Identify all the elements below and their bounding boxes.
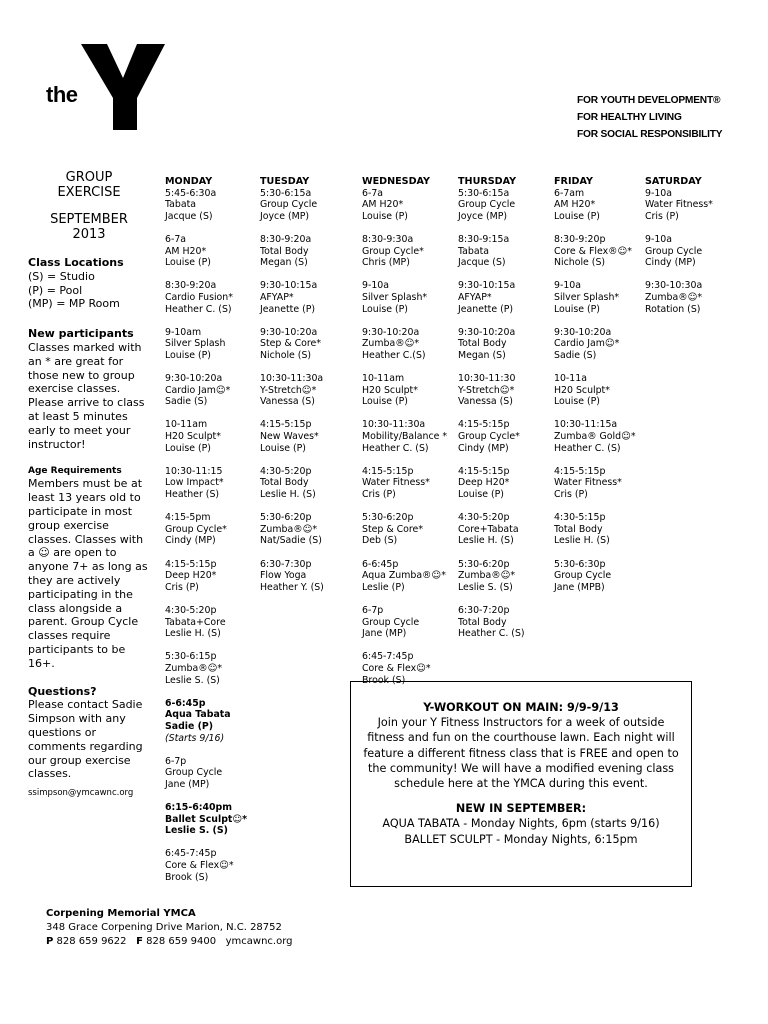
year-line: 2013 (72, 227, 106, 242)
class-instructor: Cris (P) (362, 489, 396, 501)
class-locations (28, 256, 150, 311)
tagline-line: FOR SOCIAL RESPONSIBILITY (577, 129, 723, 140)
class-instructor: Cindy (MP) (458, 442, 509, 454)
event-title: Y-WORKOUT ON MAIN: 9/9-9/13 (423, 701, 619, 714)
class-time: 4:15-5:15p (458, 419, 510, 431)
class-instructor: Cris (P) (554, 489, 588, 501)
class-name: Core & Flex☺* (165, 860, 234, 872)
class-instructor: Jane (MP) (165, 778, 210, 790)
class-name: Cardio Fusion* (165, 291, 233, 303)
class-name: Zumba®☺* (260, 523, 318, 535)
class-entry (458, 512, 525, 547)
class-name: Silver Splash (165, 338, 226, 350)
class-name: Group Cycle (362, 616, 420, 628)
class-name: Deep H20* (165, 570, 217, 582)
sidebar (28, 170, 150, 801)
class-name: H20 Sculpt* (362, 384, 418, 396)
class-time: 10:30-11:15a (554, 419, 618, 431)
class-name: Tabata (458, 245, 490, 257)
class-name: Water Fitness* (362, 477, 430, 489)
class-time: 9-10a (645, 187, 673, 199)
class-instructor: Jacque (S) (458, 257, 506, 269)
class-name: Zumba® Gold☺* (554, 431, 636, 443)
class-name: Silver Splash* (362, 291, 428, 303)
class-instructor: Louise (P) (554, 210, 600, 222)
class-entry (165, 698, 247, 744)
class-instructor: Leslie H. (S) (165, 628, 221, 640)
class-instructor: Sadie (S) (165, 396, 208, 408)
class-entry (260, 559, 324, 594)
class-instructor: Cindy (MP) (645, 257, 696, 269)
class-time: 10:30-11:30 (458, 373, 516, 385)
class-instructor: Vanessa (S) (458, 396, 513, 408)
class-time: 9:30-10:20a (554, 326, 612, 338)
class-time: 6-7p (362, 604, 384, 616)
class-instructor: Rotation (S) (645, 303, 701, 315)
class-entry (165, 651, 247, 686)
class-entry (554, 327, 636, 362)
class-time: 4:15-5:15p (362, 465, 414, 477)
class-entry (362, 605, 447, 640)
class-entry (362, 280, 447, 315)
class-time: 6-6:45p (362, 558, 399, 570)
class-entry (260, 234, 324, 269)
class-name: AFYAP* (260, 291, 294, 303)
event-line: Join your Y Fitness Instructors for a week of outside (377, 716, 665, 730)
class-entry (554, 234, 636, 269)
class-instructor: Cris (P) (645, 210, 679, 222)
day-heading: WEDNESDAY (362, 176, 431, 187)
class-name: AM H20* (554, 199, 596, 211)
class-name: Group Cycle (458, 199, 516, 211)
class-entry (458, 605, 525, 640)
class-time: 8:30-9:30a (362, 233, 414, 245)
class-entry (165, 188, 247, 223)
class-name: Tabata (165, 199, 197, 211)
class-note: (Starts 9/16) (165, 732, 225, 744)
class-time: 9-10a (554, 280, 582, 292)
class-time: 6-7a (362, 187, 384, 199)
class-instructor: Sadie (P) (165, 720, 214, 732)
location-item: (S) = Studio (28, 269, 95, 283)
class-entry (362, 373, 447, 408)
class-time: 6:30-7:30p (260, 558, 312, 570)
class-time: 4:30-5:20p (458, 512, 510, 524)
class-time: 4:15-5:15p (165, 558, 217, 570)
class-time: 4:15-5pm (165, 512, 211, 524)
class-name: Aqua Zumba®☺* (362, 570, 446, 582)
location-item: (P) = Pool (28, 283, 83, 297)
event-announcement (350, 681, 692, 887)
class-entry (362, 234, 447, 269)
class-instructor: Heather Y. (S) (260, 581, 324, 593)
class-name: Zumba®☺* (645, 291, 703, 303)
class-entry (458, 234, 525, 269)
class-instructor: Louise (P) (458, 489, 504, 501)
class-time: 6:15-6:40pm (165, 802, 233, 814)
class-instructor: Louise (P) (554, 303, 600, 315)
day-column-saturday (645, 176, 713, 327)
class-entry (645, 280, 713, 315)
class-instructor: Megan (S) (458, 349, 506, 361)
footer (46, 907, 293, 949)
class-entry (554, 188, 636, 223)
class-entry (458, 373, 525, 408)
class-name: Zumba®☺* (362, 338, 420, 350)
class-time: 8:30-9:15a (458, 233, 510, 245)
class-entry (362, 188, 447, 223)
class-time: 9:30-10:15a (260, 280, 318, 292)
day-column-friday (554, 176, 636, 605)
class-name: Group Cycle (554, 570, 612, 582)
new-class-line: AQUA TABATA - Monday Nights, 6pm (starts 9/16) (382, 817, 660, 831)
class-name: Low Impact* (165, 477, 224, 489)
class-instructor: Cindy (MP) (165, 535, 216, 547)
class-name: Group Cycle (645, 245, 703, 257)
day-column-monday (165, 176, 247, 895)
class-instructor: Heather C. (S) (165, 303, 232, 315)
class-entry (260, 327, 324, 362)
class-name: Water Fitness* (554, 477, 622, 489)
class-time: 9-10a (362, 280, 390, 292)
class-instructor: Heather C. (S) (362, 442, 429, 454)
class-name: New Waves* (260, 431, 319, 443)
class-time: 10-11a (554, 373, 587, 385)
class-entry (554, 559, 636, 594)
class-list (165, 188, 247, 884)
class-entry (260, 512, 324, 547)
class-instructor: Chris (MP) (362, 257, 410, 269)
class-entry (554, 419, 636, 454)
class-entry (458, 466, 525, 501)
class-name: H20 Sculpt* (165, 431, 221, 443)
class-instructor: Leslie H. (S) (260, 489, 316, 501)
class-name: Silver Splash* (554, 291, 620, 303)
event-line: fitness and fun on the courthouse lawn. Each night will (367, 731, 675, 745)
class-instructor: Joyce (MP) (260, 210, 310, 222)
class-time: 4:15-5:15p (554, 465, 606, 477)
class-entry (554, 512, 636, 547)
ymca-name: Corpening Memorial YMCA (46, 908, 196, 919)
class-time: 9:30-10:20a (362, 326, 420, 338)
class-entry (554, 373, 636, 408)
new-participants (28, 327, 150, 451)
class-name: Group Cycle (165, 767, 223, 779)
age-requirements (28, 465, 150, 670)
class-time: 10:30-11:30a (260, 373, 324, 385)
class-name: Core & Flex®☺* (554, 245, 632, 257)
class-name: Tabata+Core (165, 616, 226, 628)
class-entry (165, 234, 247, 269)
class-name: Group Cycle* (362, 245, 424, 257)
class-entry (165, 327, 247, 362)
title-line: EXERCISE (57, 185, 121, 200)
class-instructor: Heather C. (S) (458, 628, 525, 640)
new-title: New participants (28, 327, 134, 341)
class-instructor: Leslie S. (S) (165, 674, 220, 686)
class-instructor: Joyce (MP) (458, 210, 508, 222)
tagline-line: FOR HEALTHY LIVING (577, 112, 682, 123)
class-instructor: Brook (S) (165, 871, 209, 883)
fax-number: 828 659 9400 (146, 936, 217, 947)
event-line: the community! We will have a modified evening class (368, 761, 674, 775)
class-time: 5:30-6:20p (260, 512, 312, 524)
class-time: 6-7a (165, 233, 187, 245)
class-name: Step & Core* (260, 338, 322, 350)
class-instructor: Jane (MP) (362, 628, 407, 640)
class-instructor: Nichole (S) (554, 257, 606, 269)
class-instructor: Heather C.(S) (362, 349, 426, 361)
class-entry (554, 466, 636, 501)
class-time: 6-7am (554, 187, 585, 199)
class-list (554, 188, 636, 594)
class-name: Group Cycle* (458, 431, 520, 443)
class-instructor: Jane (MPB) (554, 581, 605, 593)
class-name: Aqua Tabata (165, 709, 231, 721)
class-instructor: Leslie H. (S) (554, 535, 610, 547)
class-time: 6:45-7:45p (362, 651, 414, 663)
class-instructor: Deb (S) (362, 535, 398, 547)
class-time: 8:30-9:20p (554, 233, 606, 245)
class-name: Zumba®☺* (458, 570, 516, 582)
class-instructor: Leslie (P) (362, 581, 405, 593)
questions (28, 685, 150, 801)
class-entry (165, 419, 247, 454)
class-entry (165, 802, 247, 837)
class-name: Mobility/Balance * (362, 431, 448, 443)
class-entry (458, 327, 525, 362)
class-name: Total Body (554, 523, 603, 535)
logo-the-text: the (46, 82, 78, 107)
day-heading: FRIDAY (554, 176, 593, 187)
class-name: Group Cycle* (165, 523, 227, 535)
class-time: 10-11am (362, 373, 405, 385)
class-entry (165, 756, 247, 791)
class-instructor: Jeanette (P) (458, 303, 514, 315)
age-text: Members must be at least 13 years old to participate in most group exercise classes. Classes with a ☺ are open to anyone 7+ as long as they are actively participating in the class alongside a parent. Group Cycle classes require participants to be 16+. (28, 477, 148, 670)
class-instructor: Sadie (S) (554, 349, 597, 361)
class-entry (260, 280, 324, 315)
day-heading: MONDAY (165, 176, 213, 187)
class-time: 10:30-11:30a (362, 419, 426, 431)
class-time: 10-11am (165, 419, 208, 431)
sidebar-header (28, 170, 150, 242)
class-time: 5:30-6:30p (554, 558, 606, 570)
class-entry (165, 605, 247, 640)
class-entry (165, 466, 247, 501)
class-entry (554, 280, 636, 315)
questions-title: Questions? (28, 684, 97, 698)
class-name: Zumba®☺* (165, 662, 223, 674)
class-time: 5:30-6:20p (362, 512, 414, 524)
day-column-tuesday (260, 176, 324, 605)
class-instructor: Leslie S. (S) (458, 581, 513, 593)
website-link[interactable]: ymcawnc.org (225, 936, 293, 947)
class-name: Ballet Sculpt☺* (165, 813, 248, 825)
class-instructor: Louise (P) (362, 210, 408, 222)
class-name: H20 Sculpt* (554, 384, 610, 396)
class-time: 4:30-5:20p (165, 604, 217, 616)
class-instructor: Nat/Sadie (S) (260, 535, 322, 547)
location-item: (MP) = MP Room (28, 297, 120, 311)
class-entry (165, 373, 247, 408)
day-heading: THURSDAY (458, 176, 517, 187)
class-time: 8:30-9:20a (165, 280, 217, 292)
class-entry (362, 327, 447, 362)
class-instructor: Louise (P) (165, 257, 211, 269)
class-time: 9:30-10:20a (260, 326, 318, 338)
day-heading: TUESDAY (260, 176, 310, 187)
class-name: Cardio Jam☺* (165, 384, 231, 396)
month-line: SEPTEMBER (50, 212, 128, 227)
class-name: Total Body (260, 477, 309, 489)
tagline-line: FOR YOUTH DEVELOPMENT® (577, 95, 721, 106)
class-name: Total Body (458, 616, 507, 628)
class-time: 6-7p (165, 755, 187, 767)
svg-text:YMCA: YMCA (137, 109, 154, 131)
class-time: 6-6:45p (165, 697, 206, 709)
tagline (577, 92, 722, 143)
questions-text: Please contact Sadie Simpson with any questions or comments regarding our group exercise classes. (28, 698, 143, 781)
class-name: Step & Core* (362, 523, 424, 535)
new-in-september-title: NEW IN SEPTEMBER: (455, 802, 587, 816)
class-name: Flow Yoga (260, 570, 307, 582)
class-entry (260, 419, 324, 454)
class-name: Core+Tabata (458, 523, 519, 535)
class-list (458, 188, 525, 640)
class-entry (165, 848, 247, 883)
class-list (362, 188, 447, 687)
class-instructor: Jacque (S) (165, 210, 213, 222)
class-instructor: Megan (S) (260, 257, 308, 269)
class-list (645, 188, 713, 316)
day-heading: SATURDAY (645, 176, 702, 187)
class-instructor: Heather (S) (165, 489, 220, 501)
class-time: 9:30-10:20a (458, 326, 516, 338)
class-entry (260, 466, 324, 501)
class-time: 6:45-7:45p (165, 848, 217, 860)
class-instructor: Cris (P) (165, 581, 199, 593)
class-entry (645, 188, 713, 223)
class-time: 5:30-6:20p (458, 558, 510, 570)
class-time: 6:30-7:20p (458, 604, 510, 616)
class-instructor: Nichole (S) (260, 349, 312, 361)
new-text: Classes marked with an * are great for those new to group exercise classes. Please arrive to class at least 5 minutes early to meet your instructor! (28, 340, 145, 451)
ymca-address: 348 Grace Corpening Drive Marion, N.C. 28752 (46, 922, 282, 933)
contact-email[interactable]: ssimpson@ymcawnc.org (28, 788, 134, 799)
fax-label: F (136, 936, 143, 947)
class-time: 9:30-10:15a (458, 280, 516, 292)
class-time: 5:30-6:15a (458, 187, 510, 199)
class-time: 4:15-5:15p (458, 465, 510, 477)
title-line: GROUP (65, 170, 113, 185)
class-instructor: Heather C. (S) (554, 442, 621, 454)
class-name: Deep H20* (458, 477, 510, 489)
class-entry (362, 559, 447, 594)
age-title: Age Requirements (28, 466, 122, 477)
class-name: Core & Flex☺* (362, 662, 431, 674)
class-list (260, 188, 324, 594)
class-time: 8:30-9:20a (260, 233, 312, 245)
class-instructor: Louise (P) (165, 349, 211, 361)
class-time: 5:30-6:15p (165, 651, 217, 663)
class-instructor: Louise (P) (362, 303, 408, 315)
class-entry (260, 373, 324, 408)
class-instructor: Louise (P) (554, 396, 600, 408)
class-instructor: Louise (P) (165, 442, 211, 454)
class-time: 5:30-6:15a (260, 187, 312, 199)
class-entry (260, 188, 324, 223)
class-name: Total Body (260, 245, 309, 257)
class-instructor: Leslie S. (S) (165, 825, 228, 837)
locations-title: Class Locations (28, 256, 124, 269)
class-time: 9-10a (645, 233, 673, 245)
phone-label: P (46, 936, 54, 947)
class-name: Water Fitness* (645, 199, 713, 211)
class-name: Total Body (458, 338, 507, 350)
class-entry (645, 234, 713, 269)
day-column-thursday (458, 176, 525, 651)
class-entry (458, 419, 525, 454)
class-name: AFYAP* (458, 291, 492, 303)
new-class-line: BALLET SCULPT - Monday Nights, 6:15pm (404, 832, 638, 846)
contact-line (46, 935, 293, 949)
class-time: 10:30-11:15 (165, 465, 223, 477)
ymca-logo (46, 42, 166, 132)
class-entry (165, 559, 247, 594)
class-entry (458, 188, 525, 223)
class-instructor: Brook (S) (362, 674, 406, 686)
class-entry (362, 419, 447, 454)
class-name: Group Cycle (260, 199, 318, 211)
y-logo-icon (79, 42, 169, 132)
event-line: feature a different fitness class that is FREE and open to (363, 746, 679, 760)
class-name: Y-Stretch☺* (458, 384, 515, 396)
day-column-wednesday (362, 176, 447, 698)
class-entry (165, 280, 247, 315)
class-name: AM H20* (165, 245, 207, 257)
class-time: 9:30-10:20a (165, 373, 223, 385)
class-time: 5:45-6:30a (165, 187, 217, 199)
class-entry (458, 280, 525, 315)
class-time: 4:30-5:20p (260, 465, 312, 477)
class-instructor: Louise (P) (260, 442, 306, 454)
class-time: 9:30-10:30a (645, 280, 703, 292)
class-time: 9-10am (165, 326, 202, 338)
class-name: Cardio Jam☺* (554, 338, 620, 350)
class-entry (458, 559, 525, 594)
class-instructor: Louise (P) (362, 396, 408, 408)
class-instructor: Leslie H. (S) (458, 535, 514, 547)
class-instructor: Vanessa (S) (260, 396, 315, 408)
class-entry (362, 512, 447, 547)
class-time: 4:30-5:15p (554, 512, 606, 524)
class-instructor: Jeanette (P) (260, 303, 316, 315)
class-name: AM H20* (362, 199, 404, 211)
class-time: 4:15-5:15p (260, 419, 312, 431)
event-line: schedule here at the YMCA during this event. (394, 777, 648, 791)
phone-number[interactable]: 828 659 9622 (56, 936, 127, 947)
class-name: Y-Stretch☺* (260, 384, 317, 396)
class-entry (362, 466, 447, 501)
class-entry (165, 512, 247, 547)
